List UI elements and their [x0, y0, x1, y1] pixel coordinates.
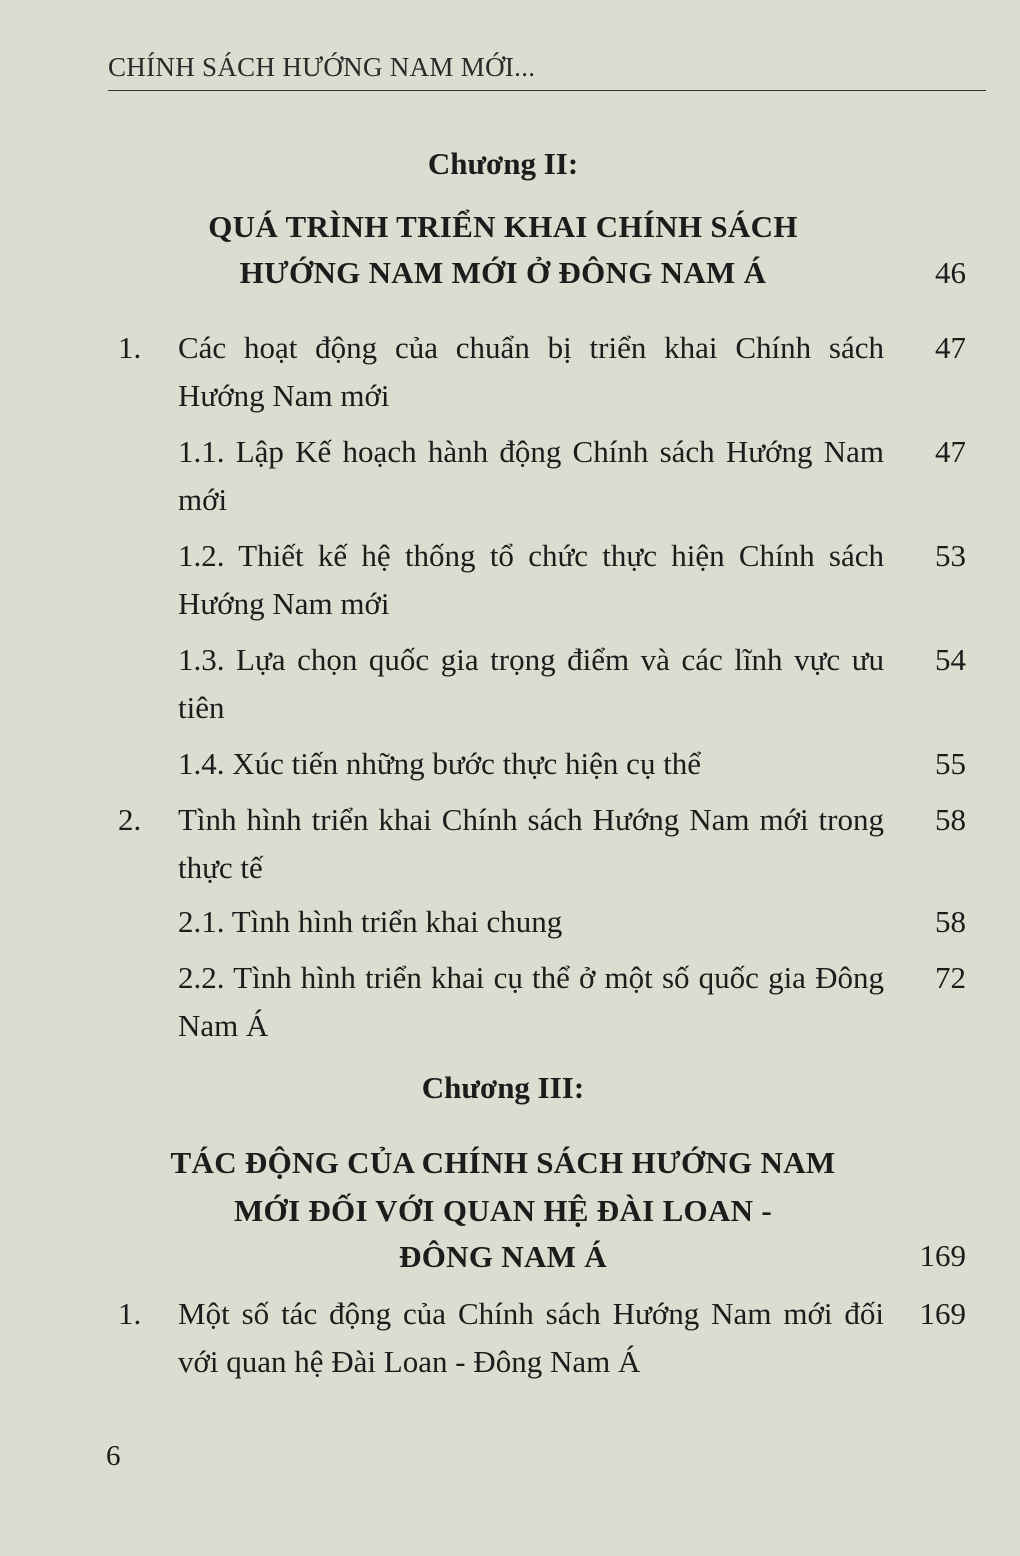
- toc-entry-text: Một số tác động của Chính sách Hướng Nam mới đối với quan hệ Đài Loan - Đông Nam Á: [178, 1296, 884, 1379]
- toc-entry-text: 1.2. Thiết kế hệ thống tổ chức thực hiện Chính sách Hướng Nam mới: [178, 538, 884, 621]
- toc-entry-page: 47: [935, 330, 966, 365]
- toc-entry-number: 2.: [118, 802, 142, 837]
- toc-entry-page: 53: [935, 538, 966, 573]
- toc-entry-text: 2.2. Tình hình triển khai cụ thể ở một số quốc gia Đông Nam Á: [178, 960, 884, 1043]
- page-number: 6: [106, 1440, 121, 1472]
- toc-entry-text: Các hoạt động của chuẩn bị triển khai Chính sách Hướng Nam mới: [178, 330, 884, 413]
- chapter-3-page: 169: [919, 1238, 966, 1273]
- toc-entry-text: 1.4. Xúc tiến những bước thực hiện cụ thể: [178, 746, 702, 781]
- toc-entry-page: 72: [935, 960, 966, 995]
- toc-entry-text: 2.1. Tình hình triển khai chung: [178, 904, 563, 939]
- chapter-3-title-line-3: ĐÔNG NAM Á: [399, 1239, 607, 1274]
- chapter-3-title-line-2: MỚI ĐỐI VỚI QUAN HỆ ĐÀI LOAN -: [233, 1193, 773, 1228]
- toc-entry-number: 1.: [118, 330, 142, 365]
- toc-entry-text: 1.1. Lập Kế hoạch hành động Chính sách Hướng Nam mới: [178, 434, 884, 517]
- chapter-2-title-line-2: HƯỚNG NAM MỚI Ở ĐÔNG NAM Á: [239, 255, 767, 290]
- toc-entry-text: Tình hình triển khai Chính sách Hướng Nam mới trong thực tế: [178, 802, 884, 885]
- chapter-2-page: 46: [935, 255, 966, 290]
- header-rule: [108, 90, 986, 91]
- chapter-3-title-line-1: TÁC ĐỘNG CỦA CHÍNH SÁCH HƯỚNG NAM: [170, 1145, 836, 1180]
- chapter-2-label: Chương II:: [427, 146, 579, 181]
- toc-entry-page: 169: [919, 1296, 966, 1331]
- toc-entry-page: 58: [935, 802, 966, 837]
- chapter-2-title-line-1: QUÁ TRÌNH TRIỂN KHAI CHÍNH SÁCH: [208, 209, 798, 244]
- chapter-3-label: Chương III:: [421, 1070, 585, 1105]
- toc-entry-number: 1.: [118, 1296, 142, 1331]
- toc-entry-page: 55: [935, 746, 966, 781]
- toc-entry-page: 54: [935, 642, 966, 677]
- toc-entry-page: 47: [935, 434, 966, 469]
- toc-entry-page: 58: [935, 904, 966, 939]
- toc-entry-text: 1.3. Lựa chọn quốc gia trọng điểm và các lĩnh vực ưu tiên: [178, 642, 884, 725]
- running-header: CHÍNH SÁCH HƯỚNG NAM MỚI...: [108, 52, 536, 82]
